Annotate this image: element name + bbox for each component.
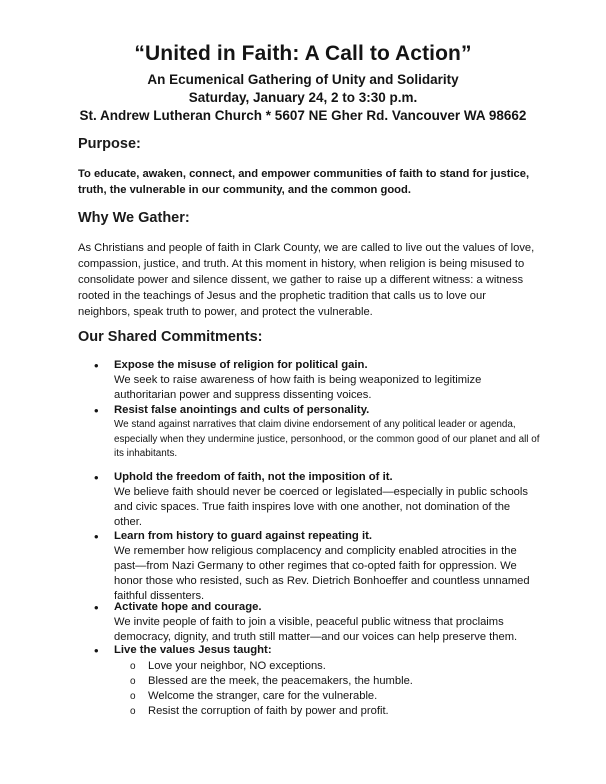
commitment-item [94, 403, 540, 462]
commitment-body: We stand against narratives that claim divine endorsement of any political leader or agenda, especially when they undermine justice, personhood, or the common good of our planet and all of its inhabitants. [114, 419, 540, 459]
event-location: St. Andrew Lutheran Church * 5607 NE Gher Rd. Vancouver WA 98662 [79, 108, 527, 123]
commitment-item [94, 358, 540, 403]
commitment-body: We believe faith should never be coerced or legislated—especially in public schools and civic spaces. True faith inspires love with one another, not domination of the other. [114, 486, 528, 528]
page-title: “United in Faith: A Call to Action” [134, 42, 472, 65]
event-date: Saturday, January 24, 2 to 3:30 p.m. [188, 90, 418, 105]
why-heading: Why We Gather: [78, 210, 190, 226]
circle-bullet-icon: o [130, 661, 136, 672]
value-item [130, 674, 528, 689]
commitment-body: We seek to raise awareness of how faith is being weaponized to legitimize authoritarian power and suppress dissenting voices. [114, 374, 482, 401]
purpose-text: To educate, awaken, connect, and empower communities of faith to stand for justice, truth, the vulnerable in our community, and the common good. [78, 168, 530, 196]
circle-bullet-icon: o [130, 706, 136, 717]
commitment-item [94, 529, 540, 604]
commitment-title: Resist false anointings and cults of personality. [114, 404, 370, 416]
bullet-icon: • [94, 600, 99, 615]
purpose-heading: Purpose: [78, 136, 141, 152]
commitment-title: Live the values Jesus taught: [114, 644, 272, 656]
commitment-body: We remember how religious complacency and complicity enabled atrocities in the past—from Nazi Germany to other regimes that co-opted faith for oppression. We honor those who resisted, such as Rev. Dietrich Bonhoeffer and countless unnamed faithful dissenters. [114, 545, 530, 602]
bullet-icon: • [94, 529, 99, 544]
value-text: Welcome the stranger, care for the vulnerable. [148, 690, 378, 702]
commitments-heading: Our Shared Commitments: [78, 329, 263, 345]
bullet-icon: • [94, 470, 99, 485]
why-text: As Christians and people of faith in Clark County, we are called to live out the values of love, compassion, justice, and truth. At this moment in history, when religion is being misused to consolidate power and silence dissent, we gather to raise up a different witness: a witness rooted in the teachings of Jesus and the prophetic tradition that calls us to love our neighbors, speak truth to power, and protect the vulnerable. [78, 242, 535, 318]
bullet-icon: • [94, 403, 99, 418]
commitment-title: Expose the misuse of religion for political gain. [114, 359, 368, 371]
circle-bullet-icon: o [130, 676, 136, 687]
value-item [130, 689, 528, 704]
value-text: Love your neighbor, NO exceptions. [148, 660, 326, 672]
commitment-item [94, 470, 540, 530]
bullet-icon: • [94, 643, 99, 658]
value-item [130, 659, 528, 674]
commitment-body: We invite people of faith to join a visible, peaceful public witness that proclaims democracy, dignity, and truth still matter—and our voices can help preserve them. [114, 616, 518, 643]
commitment-item [94, 643, 540, 658]
circle-bullet-icon: o [130, 691, 136, 702]
commitment-title: Learn from history to guard against repeating it. [114, 530, 372, 542]
event-subtitle: An Ecumenical Gathering of Unity and Solidarity [147, 72, 459, 87]
commitment-title: Activate hope and courage. [114, 601, 262, 613]
value-item [130, 704, 528, 719]
commitment-title: Uphold the freedom of faith, not the imposition of it. [114, 471, 393, 483]
value-text: Blessed are the meek, the peacemakers, the humble. [148, 675, 413, 687]
value-text: Resist the corruption of faith by power and profit. [148, 705, 389, 717]
bullet-icon: • [94, 358, 99, 373]
commitment-item [94, 600, 540, 645]
